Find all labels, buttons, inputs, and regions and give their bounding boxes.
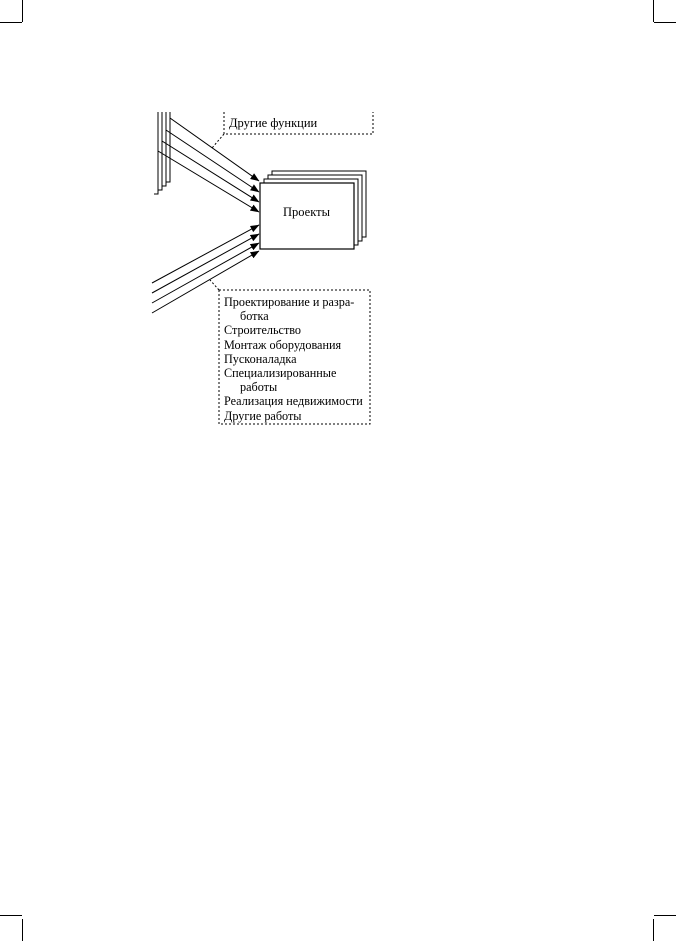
work-item-text: Монтаж оборудования xyxy=(224,337,342,352)
works-list xyxy=(224,295,363,423)
works-list-item xyxy=(224,394,363,408)
works-list-item xyxy=(224,323,363,337)
other-functions-label: Другие функции xyxy=(229,116,318,130)
works-list-item xyxy=(224,338,363,352)
work-item-text: Реализация недвижимости xyxy=(224,394,363,409)
work-item-text: Строительство xyxy=(224,323,302,338)
work-item-text: Пусконаладка xyxy=(224,351,297,366)
work-item-text-continued: работы xyxy=(240,380,278,395)
works-list-item xyxy=(224,409,363,423)
work-item-text: Другие работы xyxy=(224,408,302,423)
works-list-item xyxy=(224,366,363,394)
work-item-text-continued: ботка xyxy=(240,309,269,324)
work-item-text: Проектирование и разра- xyxy=(224,295,355,309)
work-item-text: Специализированные xyxy=(224,366,337,381)
works-list-item xyxy=(224,352,363,366)
projects-label: Проекты xyxy=(283,205,330,219)
works-list-item xyxy=(224,295,363,323)
